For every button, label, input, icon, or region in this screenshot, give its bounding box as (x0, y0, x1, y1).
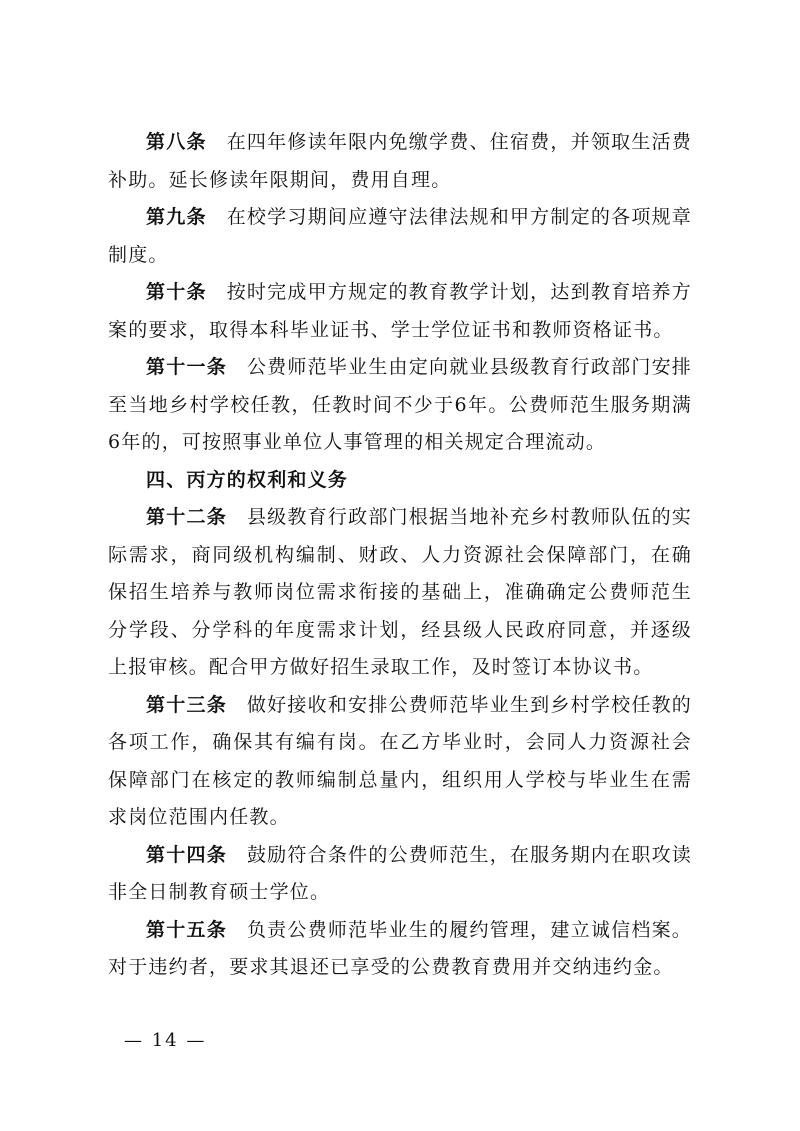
article-10 (108, 274, 692, 349)
article-text: 县级教育行政部门根据当地补充乡村教师队伍的实际需求，商同级机构编制、财政、人力资源社会保障部门，在确保招生培养与教师岗位需求衔接的基础上，准确确定公费师范生分学段、分学科的年度需求计划，经县级人民政府同意，并逐级上报审核。配合甲方做好招生录取工作，及时签订本协议书。 (108, 506, 692, 678)
article-13 (108, 687, 692, 837)
article-number: 第八条 (146, 131, 207, 153)
article-9 (108, 199, 692, 274)
article-15 (108, 912, 692, 987)
article-8 (108, 124, 692, 199)
article-text: 公费师范毕业生由定向就业县级教育行政部门安排至当地乡村学校任教，任教时间不少于6年。公费师范生服务期满6年的，可按照事业单位人事管理的相关规定合理流动。 (108, 356, 692, 453)
article-text: 做好接收和安排公费师范毕业生到乡村学校任教的各项工作，确保其有编有岗。在乙方毕业时，会同人力资源社会保障部门在核定的教师编制总量内，组织用人学校与毕业生在需求岗位范围内任教。 (108, 693, 692, 828)
article-number: 第九条 (146, 206, 207, 228)
article-number: 第十条 (146, 281, 207, 303)
article-14 (108, 837, 692, 912)
article-text: 按时完成甲方规定的教育教学计划，达到教育培养方案的要求，取得本科毕业证书、学士学位证书和教师资格证书。 (108, 281, 692, 341)
article-number: 第十五条 (146, 918, 227, 941)
article-12 (108, 499, 692, 687)
article-number: 第十四条 (146, 843, 227, 866)
article-11 (108, 349, 692, 462)
page-number: — 14 — (124, 1030, 207, 1051)
section-heading: 四、丙方的权利和义务 (146, 468, 349, 491)
article-text: 鼓励符合条件的公费师范生，在服务期内在职攻读非全日制教育硕士学位。 (108, 843, 692, 903)
article-text: 在四年修读年限内免缴学费、住宿费，并领取生活费补助。延长修读年限期间，费用自理。 (108, 131, 692, 191)
document-body (108, 124, 692, 987)
article-text: 在校学习期间应遵守法律法规和甲方制定的各项规章制度。 (108, 206, 692, 266)
article-number: 第十二条 (146, 506, 227, 528)
article-text: 负责公费师范毕业生的履约管理，建立诚信档案。对于违约者，要求其退还已享受的公费教育费用并交纳违约金。 (108, 918, 692, 978)
article-number: 第十三条 (146, 693, 227, 716)
article-number: 第十一条 (146, 356, 227, 378)
